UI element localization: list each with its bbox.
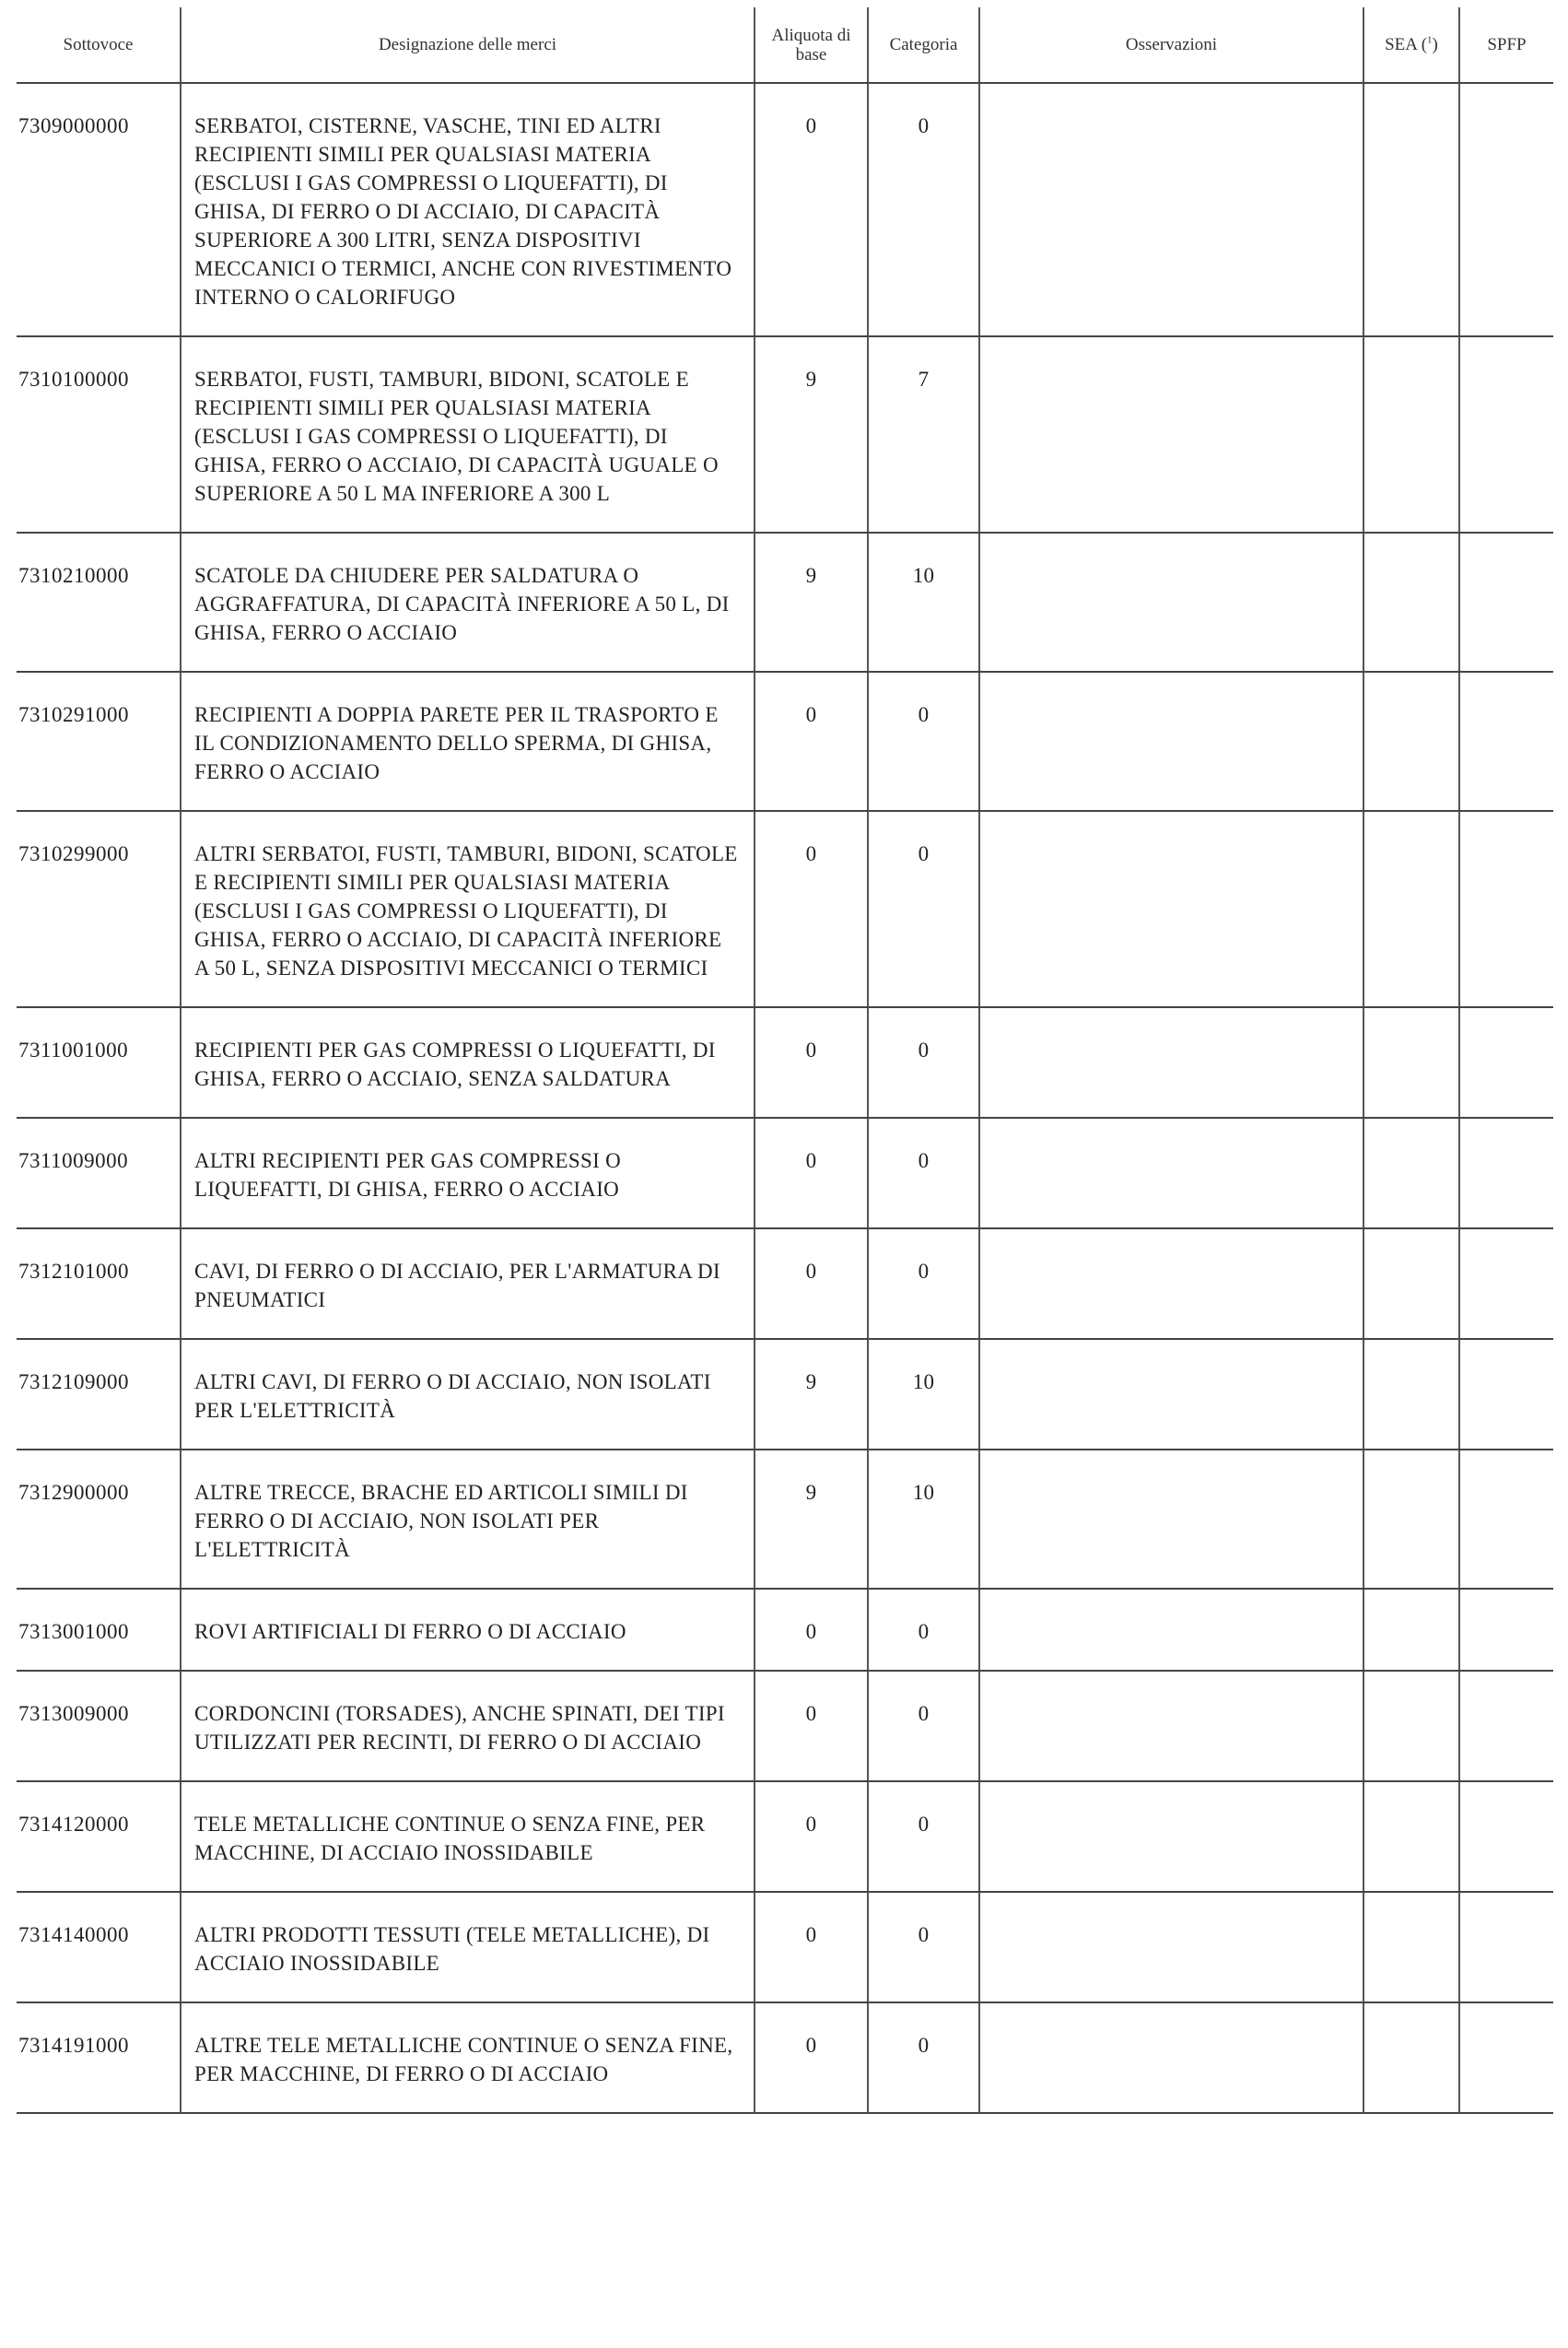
table-row <box>17 1671 1553 1781</box>
cell-aliquota: 0 <box>755 83 868 336</box>
cell-aliquota: 0 <box>755 1118 868 1228</box>
cell-osservazioni <box>979 1450 1363 1589</box>
table-row <box>17 1589 1553 1671</box>
header-sea-close: ) <box>1432 35 1438 54</box>
table-header <box>17 7 1553 83</box>
cell-categoria: 7 <box>868 336 979 533</box>
cell-categoria: 0 <box>868 1781 979 1892</box>
table-row <box>17 1781 1553 1892</box>
header-row <box>17 7 1553 83</box>
cell-sea <box>1363 1118 1459 1228</box>
table-row <box>17 1007 1553 1118</box>
table-row <box>17 1450 1553 1589</box>
cell-spfp <box>1459 83 1553 336</box>
cell-designazione: SCATOLE DA CHIUDERE PER SALDATURA O AGGRAFFATURA, DI CAPACITÀ INFERIORE A 50 L, DI GHISA, FERRO O ACCIAIO <box>181 533 755 672</box>
cell-sea <box>1363 533 1459 672</box>
cell-designazione: RECIPIENTI PER GAS COMPRESSI O LIQUEFATTI, DI GHISA, FERRO O ACCIAIO, SENZA SALDATURA <box>181 1007 755 1118</box>
cell-sottovoce: 7311001000 <box>17 1007 181 1118</box>
tariff-table <box>17 7 1553 2114</box>
cell-osservazioni <box>979 2002 1363 2113</box>
cell-designazione: CAVI, DI FERRO O DI ACCIAIO, PER L'ARMATURA DI PNEUMATICI <box>181 1228 755 1339</box>
cell-aliquota: 0 <box>755 1892 868 2002</box>
cell-osservazioni <box>979 1671 1363 1781</box>
cell-sea <box>1363 336 1459 533</box>
cell-osservazioni <box>979 336 1363 533</box>
table-row <box>17 672 1553 811</box>
header-osservazioni: Osservazioni <box>979 7 1363 83</box>
cell-sottovoce: 7313009000 <box>17 1671 181 1781</box>
cell-spfp <box>1459 336 1553 533</box>
cell-spfp <box>1459 1892 1553 2002</box>
header-aliquota: Aliquota di base <box>755 7 868 83</box>
cell-designazione: ALTRI PRODOTTI TESSUTI (TELE METALLICHE), DI ACCIAIO INOSSIDABILE <box>181 1892 755 2002</box>
cell-sea <box>1363 811 1459 1007</box>
cell-designazione: CORDONCINI (TORSADES), ANCHE SPINATI, DEI TIPI UTILIZZATI PER RECINTI, DI FERRO O DI ACCIAIO <box>181 1671 755 1781</box>
cell-categoria: 0 <box>868 1892 979 2002</box>
cell-osservazioni <box>979 1118 1363 1228</box>
header-categoria: Categoria <box>868 7 979 83</box>
table-row <box>17 1118 1553 1228</box>
cell-categoria: 0 <box>868 811 979 1007</box>
cell-sottovoce: 7313001000 <box>17 1589 181 1671</box>
table-row <box>17 336 1553 533</box>
cell-sottovoce: 7314140000 <box>17 1892 181 2002</box>
cell-designazione: TELE METALLICHE CONTINUE O SENZA FINE, PER MACCHINE, DI ACCIAIO INOSSIDABILE <box>181 1781 755 1892</box>
cell-aliquota: 0 <box>755 1228 868 1339</box>
cell-aliquota: 9 <box>755 336 868 533</box>
cell-spfp <box>1459 672 1553 811</box>
table-row <box>17 1339 1553 1450</box>
cell-spfp <box>1459 1589 1553 1671</box>
cell-categoria: 10 <box>868 1339 979 1450</box>
cell-designazione: ALTRI RECIPIENTI PER GAS COMPRESSI O LIQUEFATTI, DI GHISA, FERRO O ACCIAIO <box>181 1118 755 1228</box>
cell-sottovoce: 7310291000 <box>17 672 181 811</box>
cell-osservazioni <box>979 1339 1363 1450</box>
cell-spfp <box>1459 1228 1553 1339</box>
cell-osservazioni <box>979 1589 1363 1671</box>
table-body <box>17 83 1553 2113</box>
cell-sottovoce: 7310210000 <box>17 533 181 672</box>
cell-osservazioni <box>979 1228 1363 1339</box>
table-row <box>17 533 1553 672</box>
table-row <box>17 2002 1553 2113</box>
cell-aliquota: 0 <box>755 811 868 1007</box>
cell-categoria: 10 <box>868 533 979 672</box>
cell-osservazioni <box>979 811 1363 1007</box>
cell-osservazioni <box>979 1007 1363 1118</box>
cell-sottovoce: 7312900000 <box>17 1450 181 1589</box>
cell-osservazioni <box>979 672 1363 811</box>
cell-sottovoce: 7310100000 <box>17 336 181 533</box>
cell-sea <box>1363 1228 1459 1339</box>
cell-designazione: RECIPIENTI A DOPPIA PARETE PER IL TRASPORTO E IL CONDIZIONAMENTO DELLO SPERMA, DI GHISA, FERRO O ACCIAIO <box>181 672 755 811</box>
cell-designazione: ROVI ARTIFICIALI DI FERRO O DI ACCIAIO <box>181 1589 755 1671</box>
table-row <box>17 1228 1553 1339</box>
cell-designazione: ALTRE TRECCE, BRACHE ED ARTICOLI SIMILI DI FERRO O DI ACCIAIO, NON ISOLATI PER L'ELETTRICITÀ <box>181 1450 755 1589</box>
cell-spfp <box>1459 533 1553 672</box>
cell-sottovoce: 7314120000 <box>17 1781 181 1892</box>
cell-categoria: 0 <box>868 1118 979 1228</box>
cell-sottovoce: 7314191000 <box>17 2002 181 2113</box>
cell-sottovoce: 7309000000 <box>17 83 181 336</box>
cell-categoria: 0 <box>868 1228 979 1339</box>
cell-sea <box>1363 1450 1459 1589</box>
cell-aliquota: 9 <box>755 533 868 672</box>
cell-sottovoce: 7311009000 <box>17 1118 181 1228</box>
cell-designazione: ALTRE TELE METALLICHE CONTINUE O SENZA FINE, PER MACCHINE, DI FERRO O DI ACCIAIO <box>181 2002 755 2113</box>
header-sea-label: SEA ( <box>1385 35 1428 54</box>
cell-osservazioni <box>979 533 1363 672</box>
cell-sea <box>1363 1671 1459 1781</box>
cell-categoria: 0 <box>868 1671 979 1781</box>
cell-osservazioni <box>979 1781 1363 1892</box>
header-sea <box>1363 7 1459 83</box>
cell-sea <box>1363 2002 1459 2113</box>
cell-sottovoce: 7312101000 <box>17 1228 181 1339</box>
header-designazione: Designazione delle merci <box>181 7 755 83</box>
cell-sea <box>1363 672 1459 811</box>
cell-aliquota: 9 <box>755 1339 868 1450</box>
cell-spfp <box>1459 1781 1553 1892</box>
cell-spfp <box>1459 1007 1553 1118</box>
cell-spfp <box>1459 2002 1553 2113</box>
cell-sea <box>1363 1781 1459 1892</box>
table-row <box>17 1892 1553 2002</box>
cell-sea <box>1363 1589 1459 1671</box>
cell-sea <box>1363 83 1459 336</box>
cell-sea <box>1363 1892 1459 2002</box>
cell-categoria: 0 <box>868 83 979 336</box>
cell-aliquota: 0 <box>755 1007 868 1118</box>
header-spfp: SPFP <box>1459 7 1553 83</box>
cell-sea <box>1363 1007 1459 1118</box>
cell-spfp <box>1459 811 1553 1007</box>
cell-aliquota: 0 <box>755 2002 868 2113</box>
cell-aliquota: 0 <box>755 672 868 811</box>
cell-osservazioni <box>979 83 1363 336</box>
cell-spfp <box>1459 1339 1553 1450</box>
header-sea-footnote: 1 <box>1427 34 1433 46</box>
cell-categoria: 10 <box>868 1450 979 1589</box>
cell-categoria: 0 <box>868 672 979 811</box>
cell-osservazioni <box>979 1892 1363 2002</box>
cell-aliquota: 0 <box>755 1781 868 1892</box>
cell-designazione: SERBATOI, CISTERNE, VASCHE, TINI ED ALTRI RECIPIENTI SIMILI PER QUALSIASI MATERIA (ESCLUSI I GAS COMPRESSI O LIQUEFATTI), DI GHISA, DI FERRO O DI ACCIAIO, DI CAPACITÀ SUPERIORE A 300 LITRI, SENZA DISPOSITIVI MECCANICI O TERMICI, ANCHE CON RIVESTIMENTO INTERNO O CALORIFUGO <box>181 83 755 336</box>
table-row <box>17 83 1553 336</box>
cell-spfp <box>1459 1450 1553 1589</box>
cell-designazione: ALTRI CAVI, DI FERRO O DI ACCIAIO, NON ISOLATI PER L'ELETTRICITÀ <box>181 1339 755 1450</box>
cell-designazione: ALTRI SERBATOI, FUSTI, TAMBURI, BIDONI, SCATOLE E RECIPIENTI SIMILI PER QUALSIASI MATERIA (ESCLUSI I GAS COMPRESSI O LIQUEFATTI), DI GHISA, FERRO O ACCIAIO, DI CAPACITÀ INFERIORE A 50 L, SENZA DISPOSITIVI MECCANICI O TERMICI <box>181 811 755 1007</box>
cell-aliquota: 0 <box>755 1671 868 1781</box>
cell-aliquota: 0 <box>755 1589 868 1671</box>
cell-spfp <box>1459 1671 1553 1781</box>
cell-aliquota: 9 <box>755 1450 868 1589</box>
cell-categoria: 0 <box>868 1589 979 1671</box>
cell-categoria: 0 <box>868 2002 979 2113</box>
cell-spfp <box>1459 1118 1553 1228</box>
cell-categoria: 0 <box>868 1007 979 1118</box>
table-row <box>17 811 1553 1007</box>
header-sottovoce: Sottovoce <box>17 7 181 83</box>
cell-sottovoce: 7312109000 <box>17 1339 181 1450</box>
cell-sea <box>1363 1339 1459 1450</box>
cell-sottovoce: 7310299000 <box>17 811 181 1007</box>
cell-designazione: SERBATOI, FUSTI, TAMBURI, BIDONI, SCATOLE E RECIPIENTI SIMILI PER QUALSIASI MATERIA (ESCLUSI I GAS COMPRESSI O LIQUEFATTI), DI GHISA, FERRO O ACCIAIO, DI CAPACITÀ UGUALE O SUPERIORE A 50 L MA INFERIORE A 300 L <box>181 336 755 533</box>
